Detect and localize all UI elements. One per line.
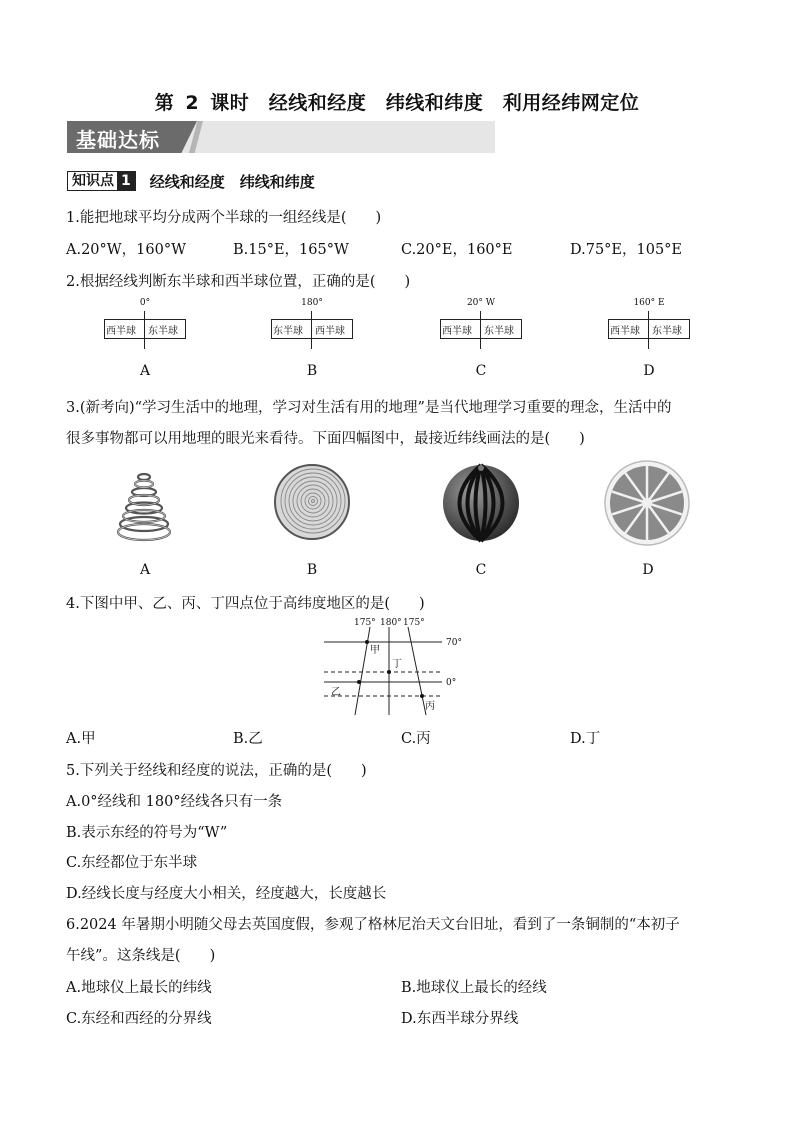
question-2-stem: 2.根据经线判断东半球和西半球位置，正确的是( ) (66, 274, 411, 290)
question-6-line-2: 午线”。这条线是( ) (66, 948, 216, 964)
q6-option-d[interactable]: D.东西半球分界线 (401, 1011, 519, 1027)
q3-label-a: A (139, 562, 151, 578)
q5-option-b[interactable]: B.表示东经的符号为“W” (66, 825, 228, 841)
q4-label-180: 180° (380, 618, 402, 628)
q3-label-b: B (306, 562, 318, 578)
question-3-line-1: 3.(新考向)“学习生活中的地理，学习对生活有用的地理”是当代地理学习重要的理念，生活中的 (66, 400, 672, 416)
q4-option-c[interactable]: C.丙 (401, 731, 431, 747)
section-banner-label: 基础达标 (76, 128, 160, 152)
q2-b-left-hemisphere: 东半球 (273, 326, 303, 337)
q6-option-b[interactable]: B.地球仪上最长的经线 (401, 980, 547, 996)
q4-label-0: 0° (446, 678, 457, 688)
knowledge-point-tag (67, 171, 136, 191)
q4-point-ding: 丁 (392, 659, 402, 670)
q4-graticule-diagram (318, 617, 470, 717)
q4-label-175w: 175° (354, 618, 376, 628)
q2-diagram-c[interactable] (436, 298, 526, 388)
q2-a-left-hemisphere: 西半球 (106, 326, 136, 337)
q2-b-meridian-line (311, 311, 312, 349)
q2-b-meridian-label: 180° (301, 298, 323, 308)
q5-option-d[interactable]: D.经线长度与经度大小相关，经度越大，长度越长 (66, 886, 387, 902)
q2-a-label: A (139, 363, 151, 379)
q2-diagram-d[interactable] (604, 298, 694, 388)
q2-c-meridian-line (480, 311, 481, 349)
q2-b-right-hemisphere: 西半球 (315, 326, 345, 337)
q4-label-70: 70° (446, 638, 462, 648)
q1-option-d[interactable]: D.75°E，105°E (570, 242, 683, 258)
q3-label-c: C (475, 562, 487, 578)
q4-label-175e: 175° (403, 618, 425, 628)
q2-d-meridian-line (648, 311, 649, 349)
q2-a-meridian-line (144, 311, 145, 349)
q4-option-b[interactable]: B.乙 (233, 731, 263, 747)
q2-b-label: B (306, 363, 318, 379)
knowledge-point-title: 经线和经度 纬线和纬度 (149, 172, 315, 191)
section-banner (67, 121, 495, 153)
q2-d-right-hemisphere: 东半球 (652, 326, 682, 337)
q2-a-meridian-label: 0° (139, 298, 151, 308)
q2-d-left-hemisphere: 西半球 (610, 326, 640, 337)
q2-diagram-b[interactable] (267, 298, 357, 388)
q4-option-a[interactable]: A.甲 (66, 731, 96, 747)
orange-slice-image[interactable] (603, 459, 691, 547)
q5-option-a[interactable]: A.0°经线和 180°经线各只有一条 (66, 794, 283, 810)
page-title: 第 2 课时 经线和经度 纬线和纬度 利用经纬网定位 (154, 92, 640, 114)
question-1-stem: 1.能把地球平均分成两个半球的一组经线是( ) (66, 210, 382, 226)
q2-diagram-a[interactable] (100, 298, 190, 388)
q2-d-label: D (643, 363, 655, 379)
q1-option-c[interactable]: C.20°E，160°E (401, 242, 513, 258)
watermelon-image[interactable] (440, 462, 522, 544)
q5-option-c[interactable]: C.东经都位于东半球 (66, 855, 198, 871)
q4-point-jia: 甲 (370, 645, 380, 656)
spring-image[interactable] (108, 462, 180, 544)
q2-d-meridian-label: 160° E (633, 298, 665, 308)
q4-point-yi: 乙 (331, 687, 341, 698)
question-3-line-2: 很多事物都可以用地理的眼光来看待。下面四幅图中，最接近纬线画法的是( ) (66, 431, 585, 447)
question-5-stem: 5.下列关于经线和经度的说法，正确的是( ) (66, 763, 367, 779)
q4-point-bing: 丙 (425, 701, 435, 712)
q2-c-meridian-label: 20° W (466, 298, 496, 308)
question-4-stem: 4.下图中甲、乙、丙、丁四点位于高纬度地区的是( ) (66, 596, 425, 612)
q2-c-label: C (475, 363, 487, 379)
q2-c-right-hemisphere: 东半球 (484, 326, 514, 337)
question-6-line-1: 6.2024 年暑期小明随父母去英国度假，参观了格林尼治天文台旧址，看到了一条铜制的“本初子 (66, 917, 680, 933)
knowledge-point-number: 1 (117, 172, 135, 190)
knowledge-point-label: 知识点 (72, 173, 114, 189)
q3-label-d: D (642, 562, 654, 578)
q4-option-d[interactable]: D.丁 (570, 731, 601, 747)
q1-option-b[interactable]: B.15°E，165°W (233, 242, 349, 258)
q1-option-a[interactable]: A.20°W，160°W (66, 242, 187, 258)
q6-option-c[interactable]: C.东经和西经的分界线 (66, 1011, 212, 1027)
q6-option-a[interactable]: A.地球仪上最长的纬线 (66, 980, 212, 996)
q2-a-right-hemisphere: 东半球 (148, 326, 178, 337)
knowledge-point-heading (67, 170, 315, 192)
q2-c-left-hemisphere: 西半球 (442, 326, 472, 337)
tree-rings-image[interactable] (272, 462, 352, 542)
